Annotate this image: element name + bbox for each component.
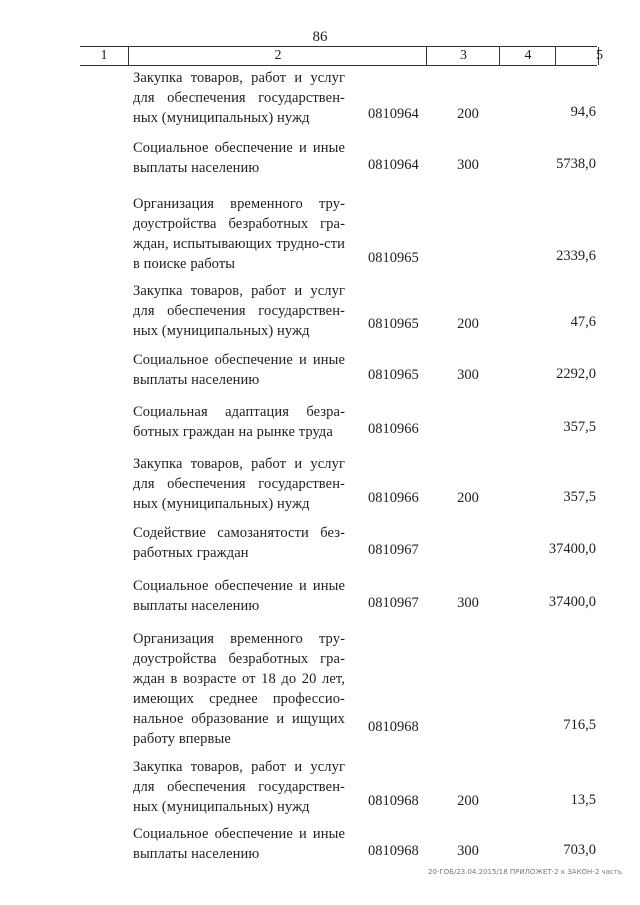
row-code: 0810965	[368, 367, 419, 383]
row-code: 0810965	[368, 250, 419, 266]
row-description: Социальное обеспечение и иные выплаты населению	[133, 140, 345, 176]
row-code: 0810964	[368, 106, 419, 122]
row-description: Социальное обеспечение и иные выплаты населению	[133, 826, 345, 862]
header-col-1: 1	[100, 48, 108, 63]
row-code: 0810966	[368, 421, 419, 437]
row-description: Закупка товаров, работ и услуг для обеспечения государствен-ных (муниципальных) нужд	[133, 70, 345, 126]
header-col-3: 3	[426, 47, 500, 65]
row-description: Социальное обеспечение и иные выплаты населению	[133, 352, 345, 388]
row-description: Организация временного тру-доустройства безработных гра-ждан, испытывающих трудно-сти в поиске работы	[133, 196, 345, 272]
row-expense-type: 200	[457, 490, 479, 506]
row-expense-type: 300	[457, 595, 479, 611]
row-expense-type: 200	[457, 106, 479, 122]
row-code: 0810964	[368, 157, 419, 173]
row-code: 0810968	[368, 843, 419, 859]
row-amount: 94,6	[570, 104, 596, 120]
page-number: 86	[312, 29, 328, 45]
row-amount: 2339,6	[556, 248, 596, 264]
row-code: 0810965	[368, 316, 419, 332]
row-code: 0810968	[368, 793, 419, 809]
row-description: Социальная адаптация безра-ботных граждан на рынке труда	[133, 404, 345, 440]
row-amount: 357,5	[563, 419, 596, 435]
row-amount: 716,5	[563, 717, 596, 733]
row-code: 0810967	[368, 595, 419, 611]
row-expense-type: 300	[457, 367, 479, 383]
row-amount: 2292,0	[556, 366, 596, 382]
row-description: Содействие самозанятости без-работных граждан	[133, 525, 345, 561]
row-amount: 703,0	[563, 842, 596, 858]
header-col-4: 4	[499, 47, 556, 65]
row-description: Социальное обеспечение и иные выплаты населению	[133, 578, 345, 614]
row-code: 0810966	[368, 490, 419, 506]
row-expense-type: 300	[457, 843, 479, 859]
row-description: Закупка товаров, работ и услуг для обеспечения государствен-ных (муниципальных) нужд	[133, 283, 345, 339]
row-amount: 5738,0	[556, 156, 596, 172]
header-col-2: 2	[128, 47, 427, 65]
row-description: Закупка товаров, работ и услуг для обеспечения государствен-ных (муниципальных) нужд	[133, 456, 345, 512]
row-amount: 37400,0	[548, 541, 596, 557]
row-code: 0810968	[368, 719, 419, 735]
header-col-5-label: 5	[596, 48, 603, 63]
row-amount: 357,5	[563, 489, 596, 505]
row-description: Организация временного тру-доустройства безработных гра-ждан в возрасте от 18 до 20 лет, имеющих среднее профессио-нальное образование и ищущих работу впервые	[133, 631, 345, 747]
row-expense-type: 300	[457, 157, 479, 173]
footer-file-reference: 20-ГОБ/23.04.2015/18 ПРИЛОЖЕТ-2 к ЗАКОН-2 часть	[427, 868, 622, 876]
header-col-5	[555, 47, 603, 65]
row-description: Закупка товаров, работ и услуг для обеспечения государствен-ных (муниципальных) нужд	[133, 759, 345, 815]
row-amount: 47,6	[570, 314, 596, 330]
table-header	[80, 46, 603, 66]
row-amount: 13,5	[570, 792, 596, 808]
row-amount: 37400,0	[548, 594, 596, 610]
row-code: 0810967	[368, 542, 419, 558]
row-expense-type: 200	[457, 793, 479, 809]
row-expense-type: 200	[457, 316, 479, 332]
